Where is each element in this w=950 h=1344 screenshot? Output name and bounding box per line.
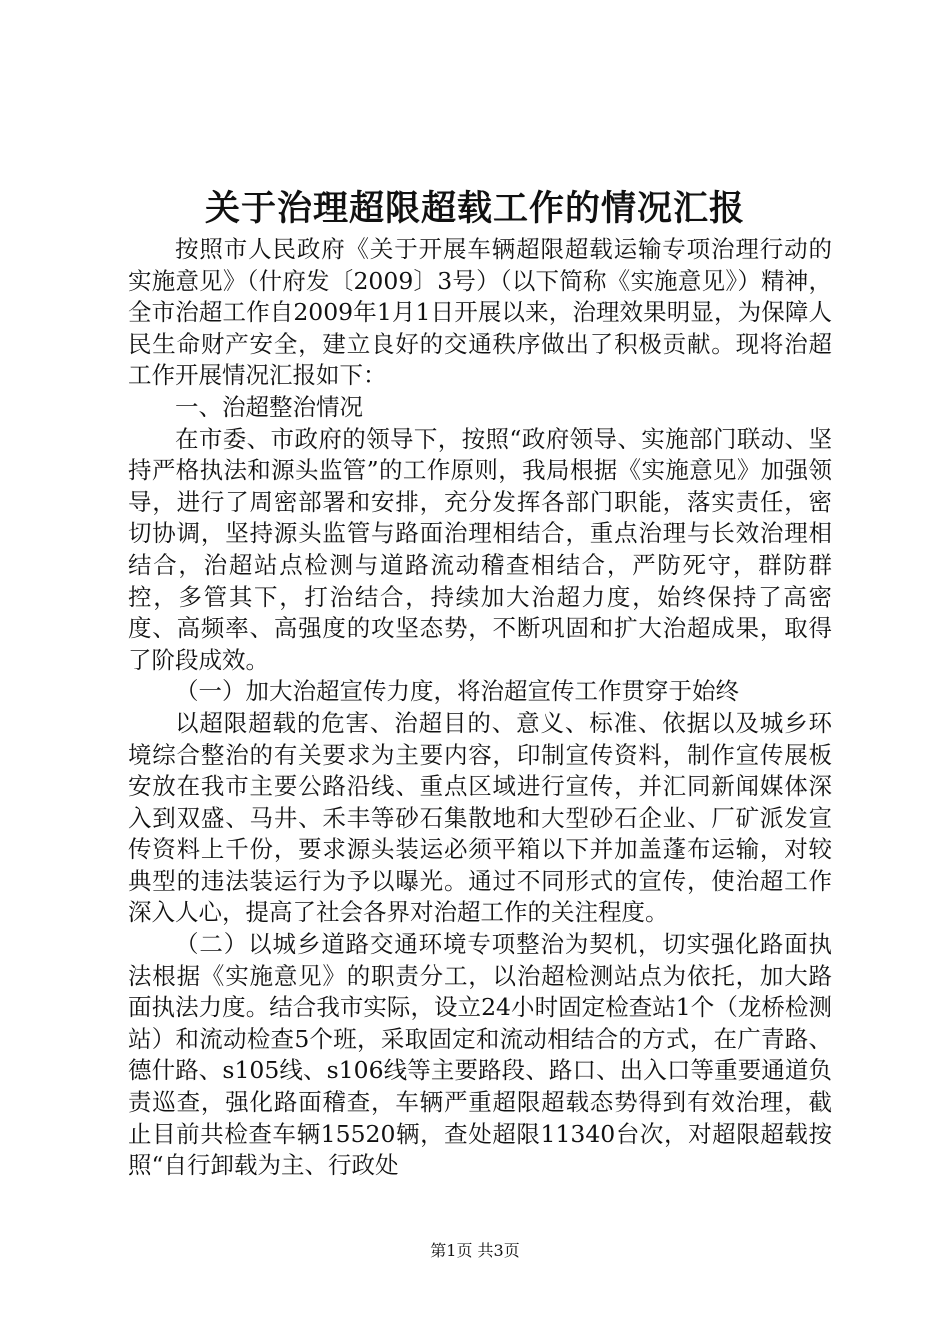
page-footer: 第1页 共3页 [430,1241,520,1260]
document-title: 关于治理超限超载工作的情况汇报 [204,188,745,229]
section-heading-1: 一、治超整治情况 [175,392,363,421]
paragraph-overview: 在市委、市政府的领导下，按照“政府领导、实施部门联动、坚持严格执法和源头监管”的工作原则，我局根据《实施意见》加强领导，进行了周密部署和安排，充分发挥各部门职能，落实责任，密切协调，坚持源头监管与路面治理相结合，重点治理与长效治理相结合，治超站点检测与道路流动稽查相结合，严防死守，群防群控，多管其下，打治结合，持续加大治超力度，始终保持了高密度、高频率、高强度的攻坚态势，不断巩固和扩大治超成果，取得了阶段成效。 [128,424,832,674]
paragraph-publicity: 以超限超载的危害、治超目的、意义、标准、依据以及城乡环境综合整治的有关要求为主要内容，印制宣传资料，制作宣传展板安放在我市主要公路沿线、重点区域进行宣传，并汇同新闻媒体深入到双盛、马井、禾丰等砂石集散地和大型砂石企业、厂矿派发宣传资料上千份，要求源头装运必须平箱以下并加盖蓬布运输，对较典型的违法装运行为予以曝光。通过不同形式的宣传，使治超工作深入人心，提高了社会各界对治超工作的关注程度。 [128,708,832,927]
paragraph-enforcement: （二）以城乡道路交通环境专项整治为契机，切实强化路面执法根据《实施意见》的职责分工，以治超检测站点为依托，加大路面执法力度。结合我市实际，设立24小时固定检查站1个（龙桥检测站）和流动检查5个班，采取固定和流动相结合的方式，在广青路、德什路、s105线、s106线等主要路段、路口、出入口等重要通道负责巡查，强化路面稽查，车辆严重超限超载态势得到有效治理，截止目前共检查车辆15520辆，查处超限11340台次，对超限超载按照“自行卸载为主、行政处 [128,930,832,1180]
document-body [128,234,832,1182]
paragraph-intro: 按照市人民政府《关于开展车辆超限超载运输专项治理行动的实施意见》（什府发〔2009〕3号）（以下简称《实施意见》）精神，全市治超工作自2009年1月1日开展以来，治理效果明显，为保障人民生命财产安全，建立良好的交通秩序做出了积极贡献。现将治超工作开展情况汇报如下： [128,235,832,390]
subsection-heading-1: （一）加大治超宣传力度，将治超宣传工作贯穿于始终 [175,677,739,706]
